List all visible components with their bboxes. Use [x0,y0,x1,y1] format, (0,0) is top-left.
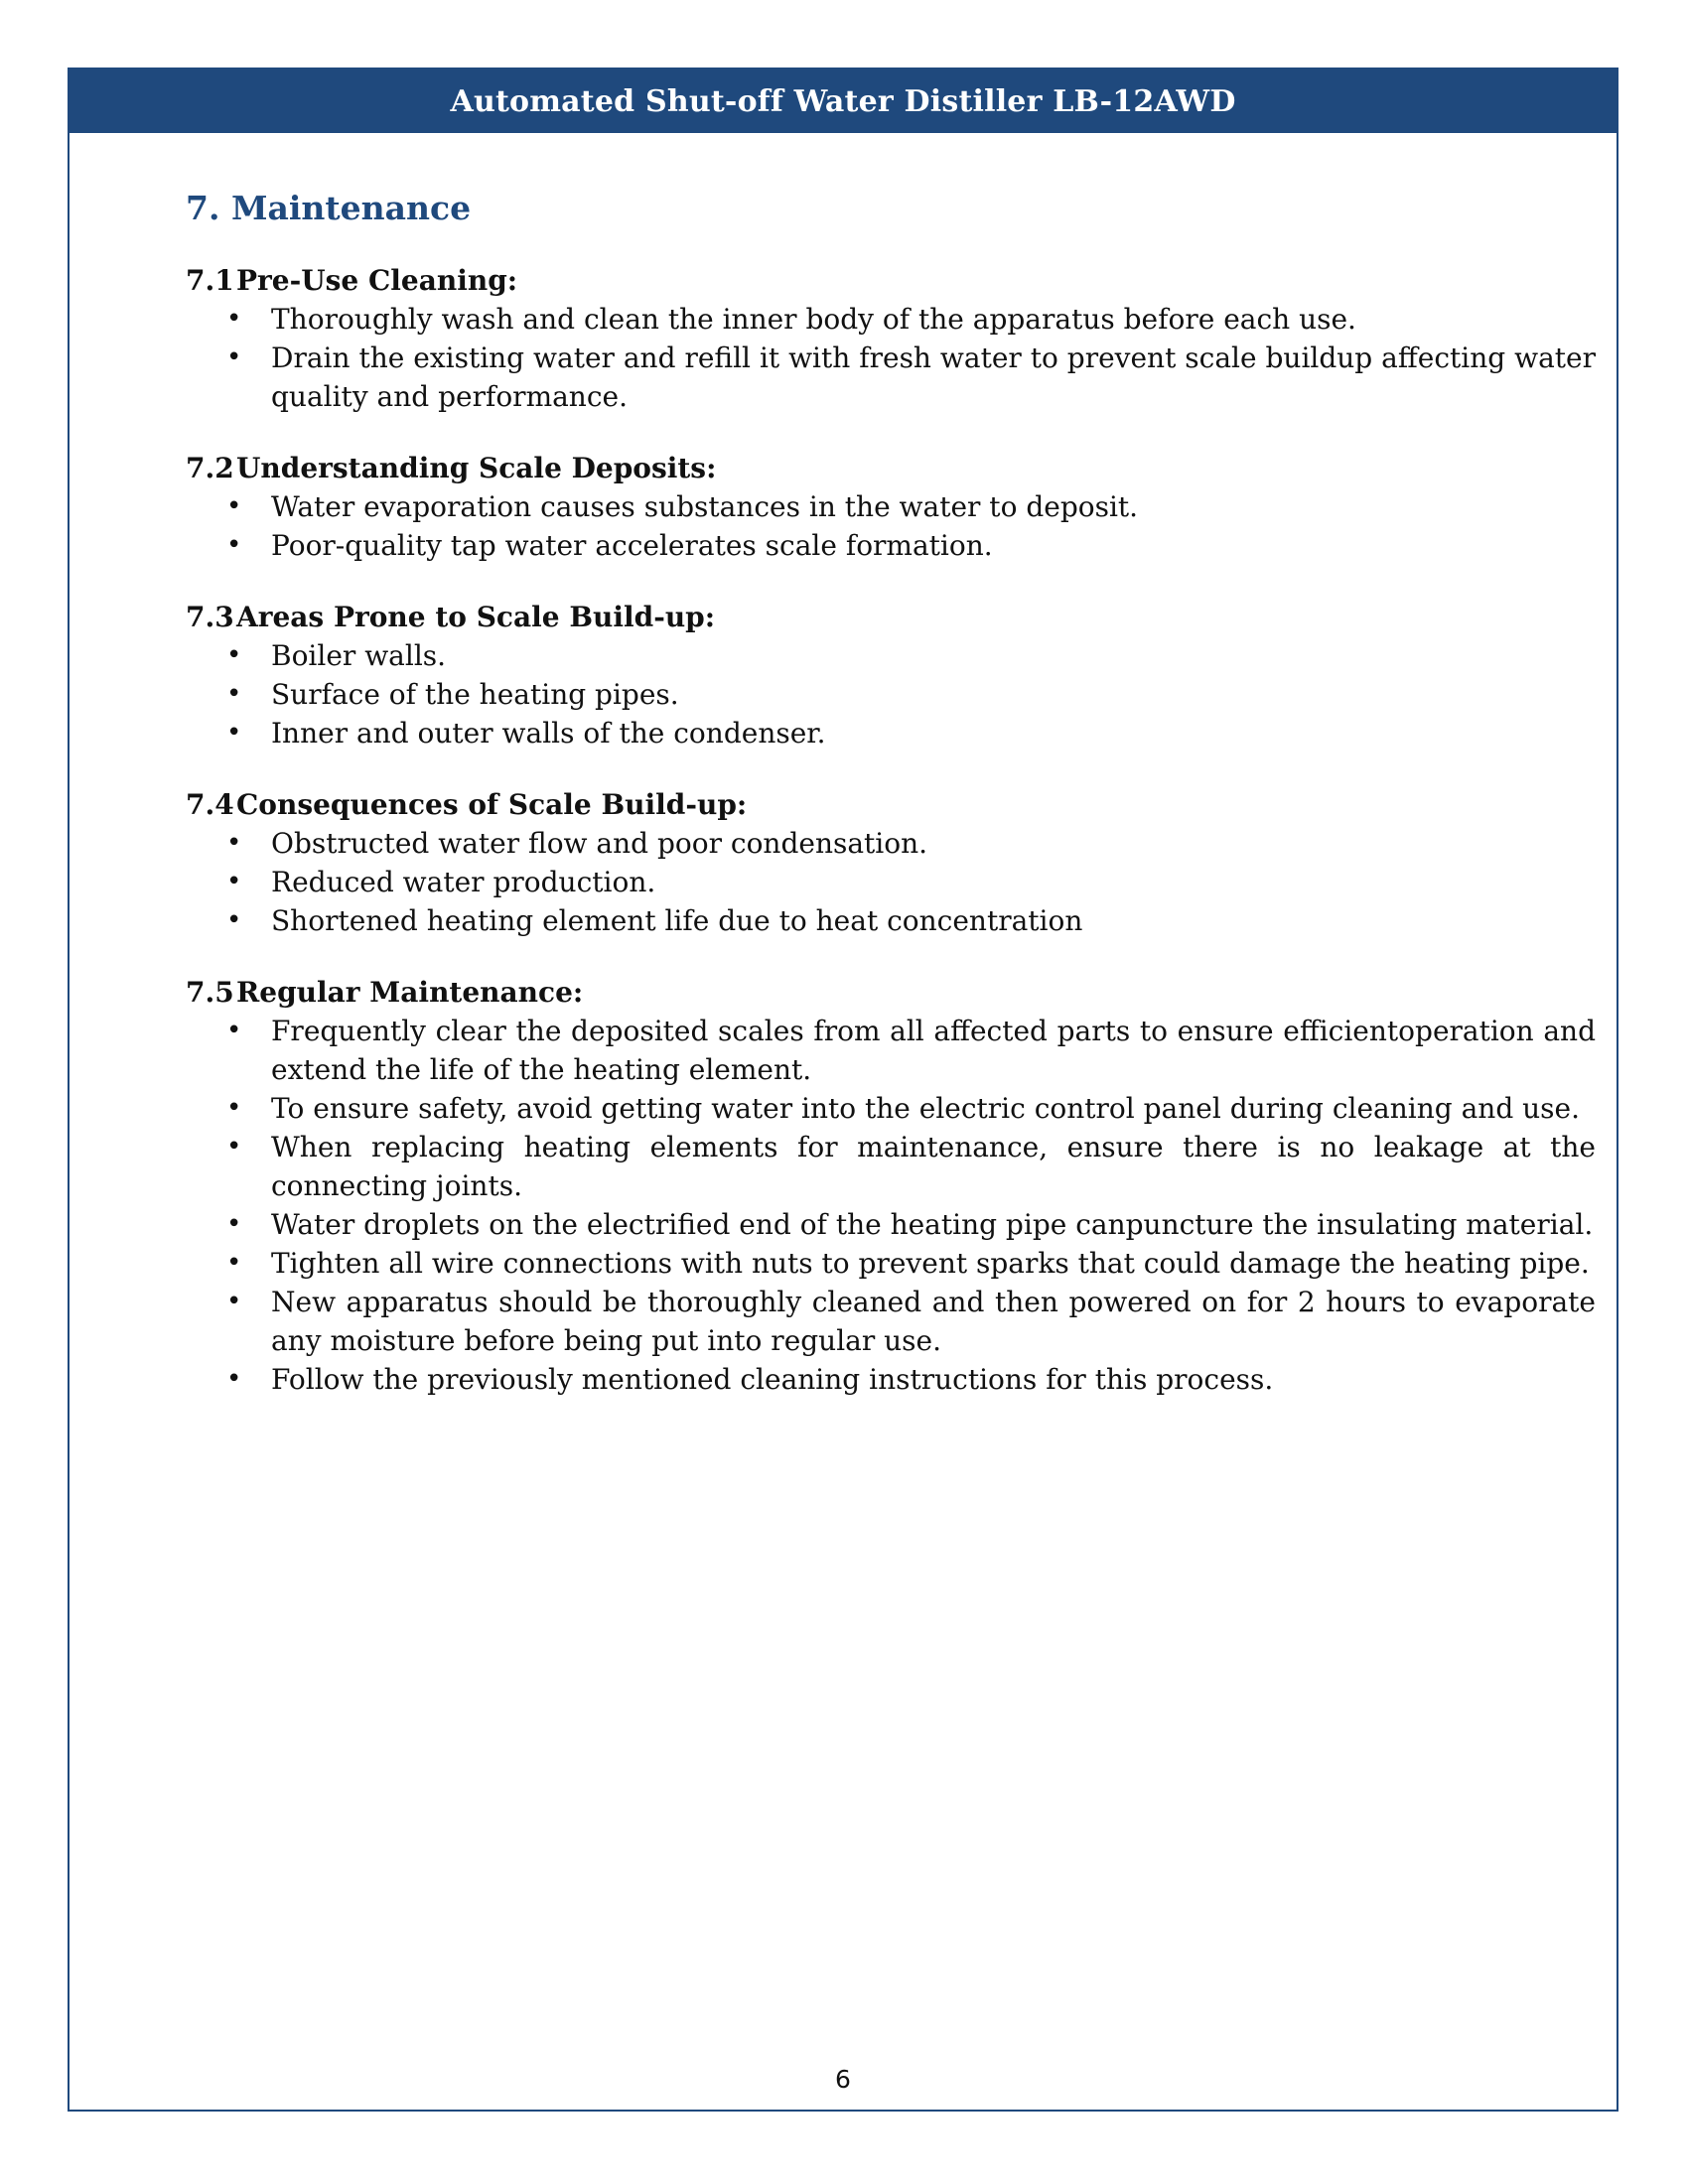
bullet-icon: • [226,640,242,670]
bullet-icon: • [226,828,242,858]
bullet-list [186,1012,1596,1399]
subsection-title: Regular Maintenance: [236,976,584,1009]
list-item-text: Shortened heating element life due to heat concentration [271,904,1083,937]
bullet-icon: • [226,491,242,521]
bullet-icon: • [226,1248,242,1278]
bullet-icon: • [226,342,242,372]
subsections-container [186,261,1596,1399]
subsection [186,598,1596,752]
header-bar [70,69,1617,133]
subsection-number: 7.5 [186,976,234,1009]
list-item-text: Frequently clear the deposited scales from all affected parts to ensure efficientoperation and extend the life of the heating element. [271,1015,1596,1086]
list-item-text: Surface of the heating pipes. [271,678,679,711]
subsection-heading [186,973,1596,1012]
list-item [226,1360,1596,1399]
subsection-number: 7.2 [186,452,234,484]
list-item-text: Water droplets on the electrified end of the heating pipe canpuncture the insulating material. [271,1208,1594,1241]
subsection-heading [186,261,1596,300]
list-item-text: Tighten all wire connections with nuts to prevent sparks that could damage the heating pipe. [271,1247,1590,1280]
subsection [186,785,1596,940]
list-item [226,1128,1596,1205]
subsection-number: 7.1 [186,264,234,297]
bullet-icon: • [226,718,242,748]
section-title: 7. Maintenance [186,189,472,227]
list-item [226,1089,1596,1128]
bullet-icon: • [226,304,242,334]
bullet-icon: • [226,1132,242,1161]
subsection [186,973,1596,1399]
bullet-icon: • [226,1209,242,1239]
list-item [226,714,1596,752]
subsection [186,449,1596,565]
list-item [226,1283,1596,1360]
bullet-icon: • [226,867,242,896]
subsection-title: Understanding Scale Deposits: [236,452,717,484]
list-item-text: Water evaporation causes substances in the water to deposit. [271,490,1139,523]
bullet-icon: • [226,530,242,560]
list-item [226,1244,1596,1283]
bullet-list [186,300,1596,416]
list-item-text: Reduced water production. [271,866,656,898]
subsection [186,261,1596,416]
page-content [186,189,1596,1432]
list-item [226,1205,1596,1244]
list-item [226,339,1596,416]
list-item-text: When replacing heating elements for maintenance, ensure there is no leakage at the connecting joints. [271,1131,1596,1202]
subsection-heading [186,785,1596,824]
list-item [226,863,1596,901]
list-item [226,1012,1596,1089]
list-item-text: Poor-quality tap water accelerates scale formation. [271,529,993,562]
bullet-icon: • [226,905,242,935]
subsection-title: Consequences of Scale Build-up: [236,788,748,821]
list-item-text: Obstructed water flow and poor condensation. [271,827,928,860]
list-item-text: Thoroughly wash and clean the inner body of the apparatus before each use. [271,303,1356,336]
bullet-icon: • [226,1364,242,1394]
subsection-number: 7.4 [186,788,234,821]
subsection-heading [186,598,1596,636]
list-item [226,300,1596,339]
subsection-title: Pre-Use Cleaning: [236,264,518,297]
list-item-text: Boiler walls. [271,639,447,672]
list-item [226,675,1596,714]
list-item-text: Inner and outer walls of the condenser. [271,717,826,750]
list-item [226,824,1596,863]
list-item [226,526,1596,565]
page-number: 6 [835,2065,851,2094]
list-item-text: New apparatus should be thoroughly cleaned and then powered on for 2 hours to evaporate any moisture before being put into regular use. [271,1286,1596,1357]
list-item [226,487,1596,526]
bullet-icon: • [226,1016,242,1045]
bullet-icon: • [226,679,242,709]
subsection-heading [186,449,1596,487]
bullet-icon: • [226,1287,242,1316]
subsection-title: Areas Prone to Scale Build-up: [236,601,716,633]
document-title: Automated Shut-off Water Distiller LB-12AWD [450,83,1236,119]
list-item [226,901,1596,940]
bullet-list [186,636,1596,752]
list-item-text: Drain the existing water and refill it with fresh water to prevent scale buildup affecting water quality and performance. [271,341,1596,413]
bullet-icon: • [226,1093,242,1123]
page-frame [68,68,1618,2112]
list-item [226,636,1596,675]
bullet-list [186,824,1596,940]
list-item-text: To ensure safety, avoid getting water into the electric control panel during cleaning and use. [271,1092,1581,1125]
list-item-text: Follow the previously mentioned cleaning instructions for this process. [271,1363,1274,1396]
subsection-number: 7.3 [186,601,234,633]
bullet-list [186,487,1596,565]
